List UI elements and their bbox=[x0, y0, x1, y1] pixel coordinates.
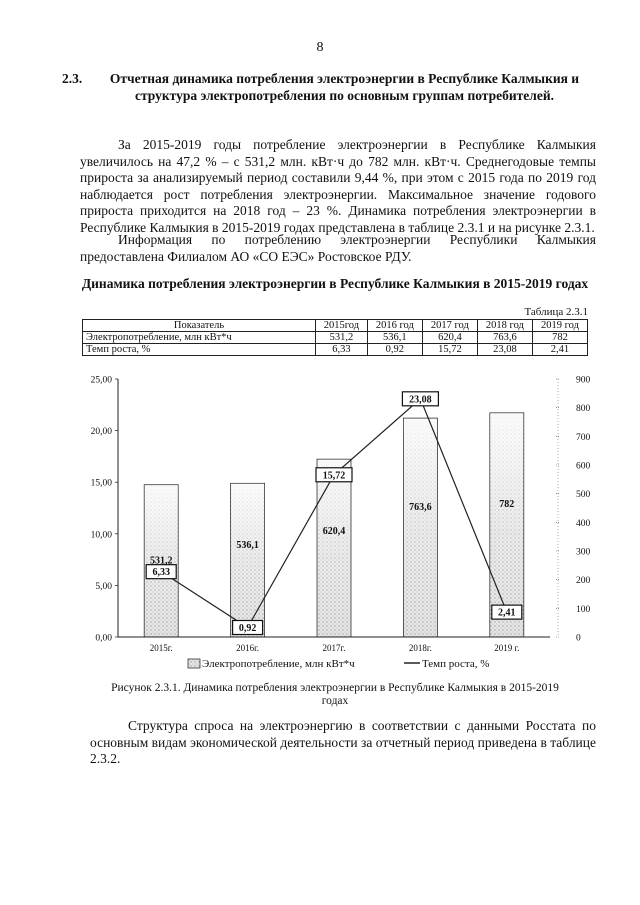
right-axis-tick-label: 500 bbox=[576, 490, 590, 501]
right-axis-tick-label: 600 bbox=[576, 461, 590, 472]
right-axis-tick-label: 800 bbox=[576, 404, 590, 415]
section-title: Отчетная динамика потребления электроэнергии в Республике Калмыкия и структура электропотребления по основным группам потребителей. bbox=[109, 71, 580, 103]
table-header-cell: 2016 год bbox=[367, 320, 422, 332]
table-cell: 0,92 bbox=[367, 344, 422, 356]
table-cell: Электропотребление, млн кВт*ч bbox=[83, 332, 316, 344]
right-axis-tick-label: 100 bbox=[576, 604, 590, 615]
growth-rate-label: 23,08 bbox=[409, 394, 432, 406]
bar-value-label: 531,2 bbox=[149, 555, 173, 567]
section-number: 2.3. bbox=[62, 71, 83, 86]
table-title: Динамика потребления электроэнергии в Республике Калмыкия в 2015-2019 годах bbox=[81, 276, 589, 291]
consumption-chart bbox=[70, 365, 590, 705]
bar-highlight bbox=[490, 413, 523, 636]
right-axis-tick-label: 400 bbox=[576, 518, 590, 529]
paragraph-consumption-summary: За 2015-2019 годы потребление электроэнергии в Республике Калмыкия увеличилось на 47,2 % – с 531,2 млн. кВт·ч до 782 млн. кВт·ч. Среднегодовые темпы прироста за анализируемый период составили 9,44 %, при этом с 2015 года по 2019 год наблюдается рост потребления электроэнергии. Максимальное значение годового прироста приходится на 2018 год – 23 %. Динамика потребления электроэнергии в Республике Калмыкия в 2015-2019 годах представлена в таблице 2.3.1 и на рисунке 2.3.1. bbox=[80, 137, 596, 235]
right-axis-tick-label: 900 bbox=[576, 375, 590, 386]
x-axis-tick-label: 2015г. bbox=[149, 643, 173, 653]
table-cell: 536,1 bbox=[367, 332, 422, 344]
page-number: 8 bbox=[316, 40, 324, 55]
table-caption: Таблица 2.3.1 bbox=[524, 306, 588, 318]
legend-bar-swatch bbox=[188, 659, 200, 668]
paragraph-demand-structure: Структура спроса на электроэнергию в соответствии с данными Росстата по основным видам экономической деятельности за отчетный период приведена в таблице 2.3.2. bbox=[90, 718, 596, 767]
left-axis-tick-label: 0,00 bbox=[95, 633, 112, 644]
chart-legend bbox=[188, 658, 489, 670]
bar-value-label: 536,1 bbox=[236, 539, 259, 551]
growth-rate-label: 0,92 bbox=[238, 623, 257, 635]
table-cell: 6,33 bbox=[316, 344, 368, 356]
table-header-cell: 2018 год bbox=[477, 320, 532, 332]
x-axis-tick-label: 2019 г. bbox=[494, 643, 520, 653]
table-row bbox=[83, 332, 588, 344]
left-axis-tick-label: 20,00 bbox=[90, 427, 112, 438]
right-axis-tick-label: 700 bbox=[576, 432, 590, 443]
table-header-cell: Показатель bbox=[83, 320, 316, 332]
right-axis-tick-label: 0 bbox=[576, 633, 581, 644]
left-axis-tick-label: 15,00 bbox=[90, 478, 112, 489]
right-axis-tick-label: 200 bbox=[576, 576, 590, 587]
table-cell: 763,6 bbox=[477, 332, 532, 344]
table-cell: 782 bbox=[532, 332, 587, 344]
bar-highlight bbox=[231, 484, 264, 637]
left-axis-tick-label: 25,00 bbox=[90, 375, 112, 386]
table-header-row bbox=[83, 320, 588, 332]
bar-value-label: 763,6 bbox=[409, 502, 432, 514]
table-header-cell: 2019 год bbox=[532, 320, 587, 332]
bar-highlight bbox=[404, 419, 437, 637]
growth-rate-label: 15,72 bbox=[322, 470, 346, 482]
growth-rate-label: 2,41 bbox=[498, 607, 516, 619]
bar-value-label: 620,4 bbox=[322, 525, 346, 537]
left-axis-tick-label: 5,00 bbox=[95, 581, 112, 592]
paragraph-data-source: Информация по потреблению электроэнергии Республики Калмыкия предоставлена Филиалом АО «СО ЕЭС» Ростовское РДУ. bbox=[80, 232, 596, 264]
table-cell: 15,72 bbox=[422, 344, 477, 356]
table-cell: 2,41 bbox=[532, 344, 587, 356]
table-cell: 620,4 bbox=[422, 332, 477, 344]
table-row bbox=[83, 344, 588, 356]
table-cell: 531,2 bbox=[316, 332, 368, 344]
bar-highlight bbox=[318, 460, 351, 637]
consumption-table bbox=[82, 319, 588, 356]
left-axis-tick-label: 10,00 bbox=[90, 530, 112, 541]
x-axis-tick-label: 2018г. bbox=[408, 643, 432, 653]
table-header-cell: 2017 год bbox=[422, 320, 477, 332]
legend-line-label: Темп роста, % bbox=[422, 658, 490, 670]
right-axis-tick-label: 300 bbox=[576, 547, 590, 558]
section-heading bbox=[62, 70, 597, 104]
table-cell: 23,08 bbox=[477, 344, 532, 356]
legend-bar-label: Электропотребление, млн кВт*ч bbox=[202, 658, 355, 670]
growth-rate-label: 6,33 bbox=[152, 567, 170, 579]
x-axis-tick-label: 2016г. bbox=[236, 643, 260, 653]
figure-caption: Рисунок 2.3.1. Динамика потребления электроэнергии в Республике Калмыкия в 2015-2019 годах bbox=[111, 682, 559, 707]
x-axis-tick-label: 2017г. bbox=[322, 643, 346, 653]
bar-value-label: 782 bbox=[499, 498, 515, 510]
table-cell: Темп роста, % bbox=[83, 344, 316, 356]
table-header-cell: 2015год bbox=[316, 320, 368, 332]
